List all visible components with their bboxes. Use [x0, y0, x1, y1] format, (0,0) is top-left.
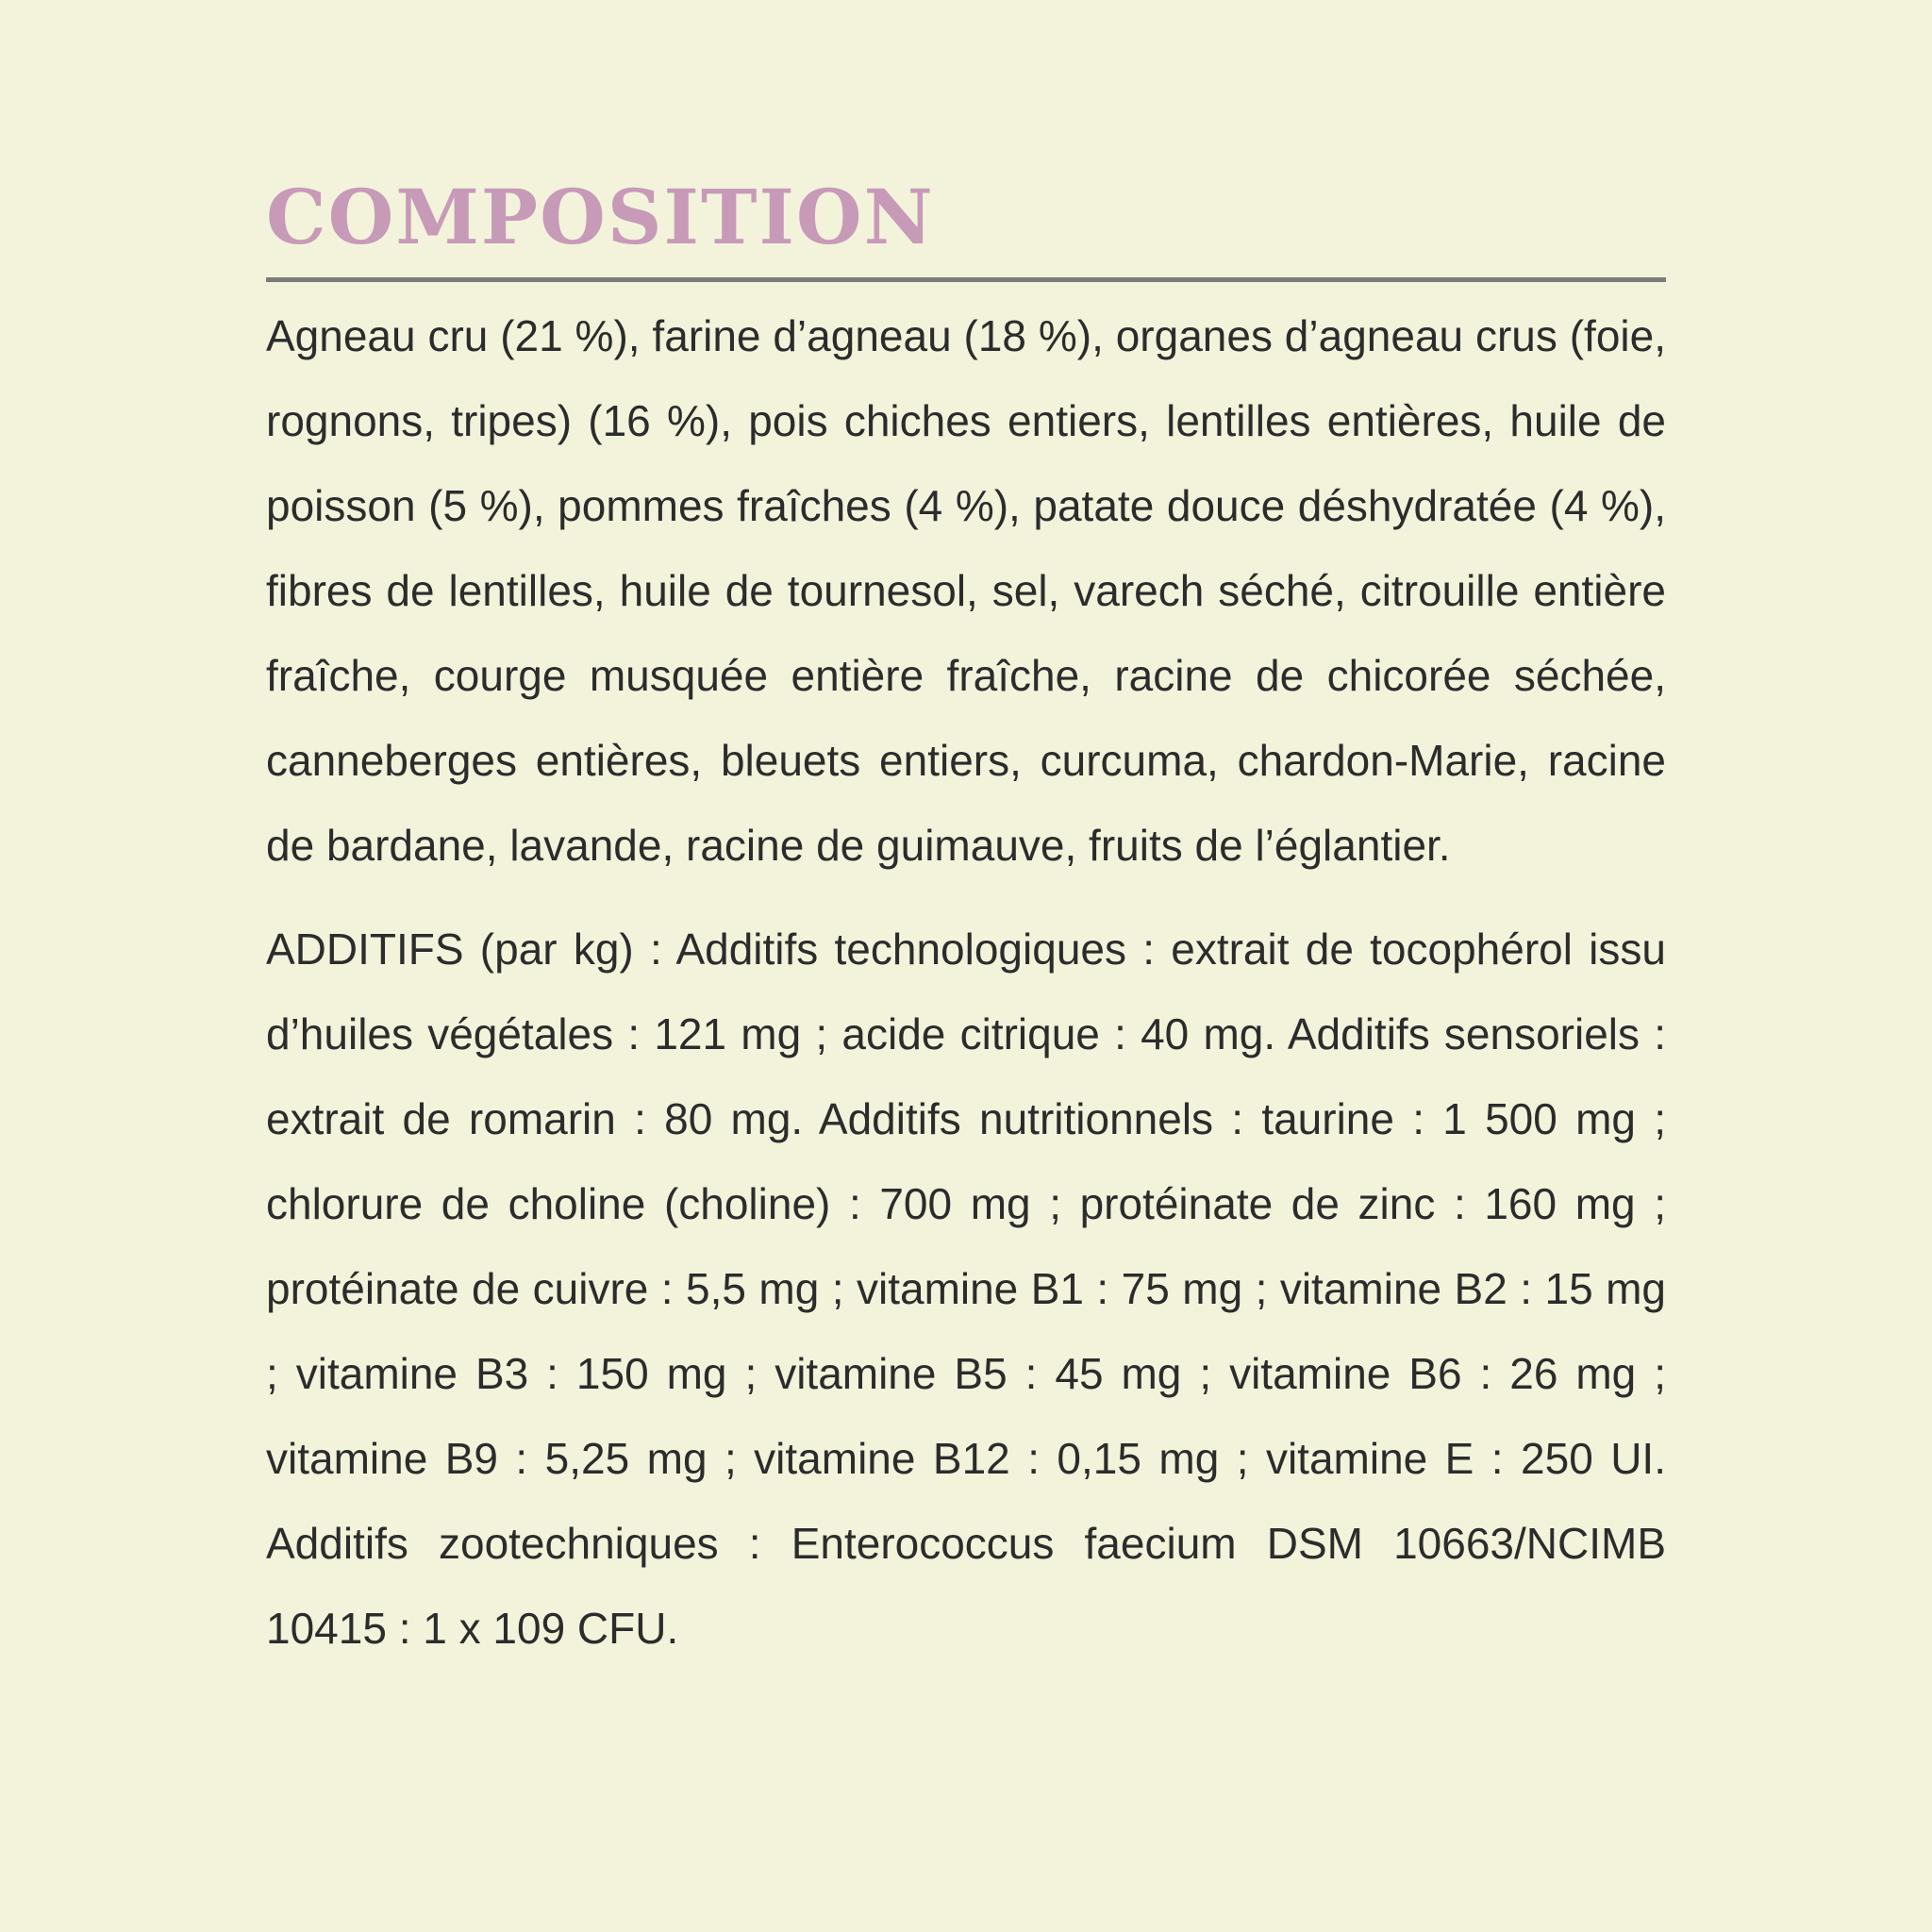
composition-panel	[266, 170, 1666, 1671]
heading-divider	[266, 277, 1666, 282]
composition-heading: COMPOSITION	[266, 173, 935, 261]
additives-paragraph: ADDITIFS (par kg) : Additifs technologiques : extrait de tocophérol issu d’huiles végétales : 121 mg ; acide citrique : 40 mg. Additifs sensoriels : extrait de romarin : 80 mg. Additifs nutritionnels : taurine : 1 500 mg ; chlorure de choline (choline) : 700 mg ; protéinate de zinc : 160 mg ; protéinate de cuivre : 5,5 mg ; vitamine B1 : 75 mg ; vitamine B2 : 15 mg ; vitamine B3 : 150 mg ; vitamine B5 : 45 mg ; vitamine B6 : 26 mg ; vitamine B9 : 5,25 mg ; vitamine B12 : 0,15 mg ; vitamine E : 250 UI. Additifs zootechniques : Enterococcus faecium DSM 10663/NCIMB 10415 : 1 x 109 CFU.	[266, 924, 1666, 1653]
ingredients-paragraph: Agneau cru (21 %), farine d’agneau (18 %), organes d’agneau crus (foie, rognons, tripes) (16 %), pois chiches entiers, lentilles entières, huile de poisson (5 %), pommes fraîches (4 %), patate douce déshydratée (4 %), fibres de lentilles, huile de tournesol, sel, varech séché, citrouille entière fraîche, courge musquée entière fraîche, racine de chicorée séchée, canneberges entières, bleuets entiers, curcuma, chardon-Marie, racine de bardane, lavande, racine de guimauve, fruits de l’églantier.	[266, 311, 1666, 870]
